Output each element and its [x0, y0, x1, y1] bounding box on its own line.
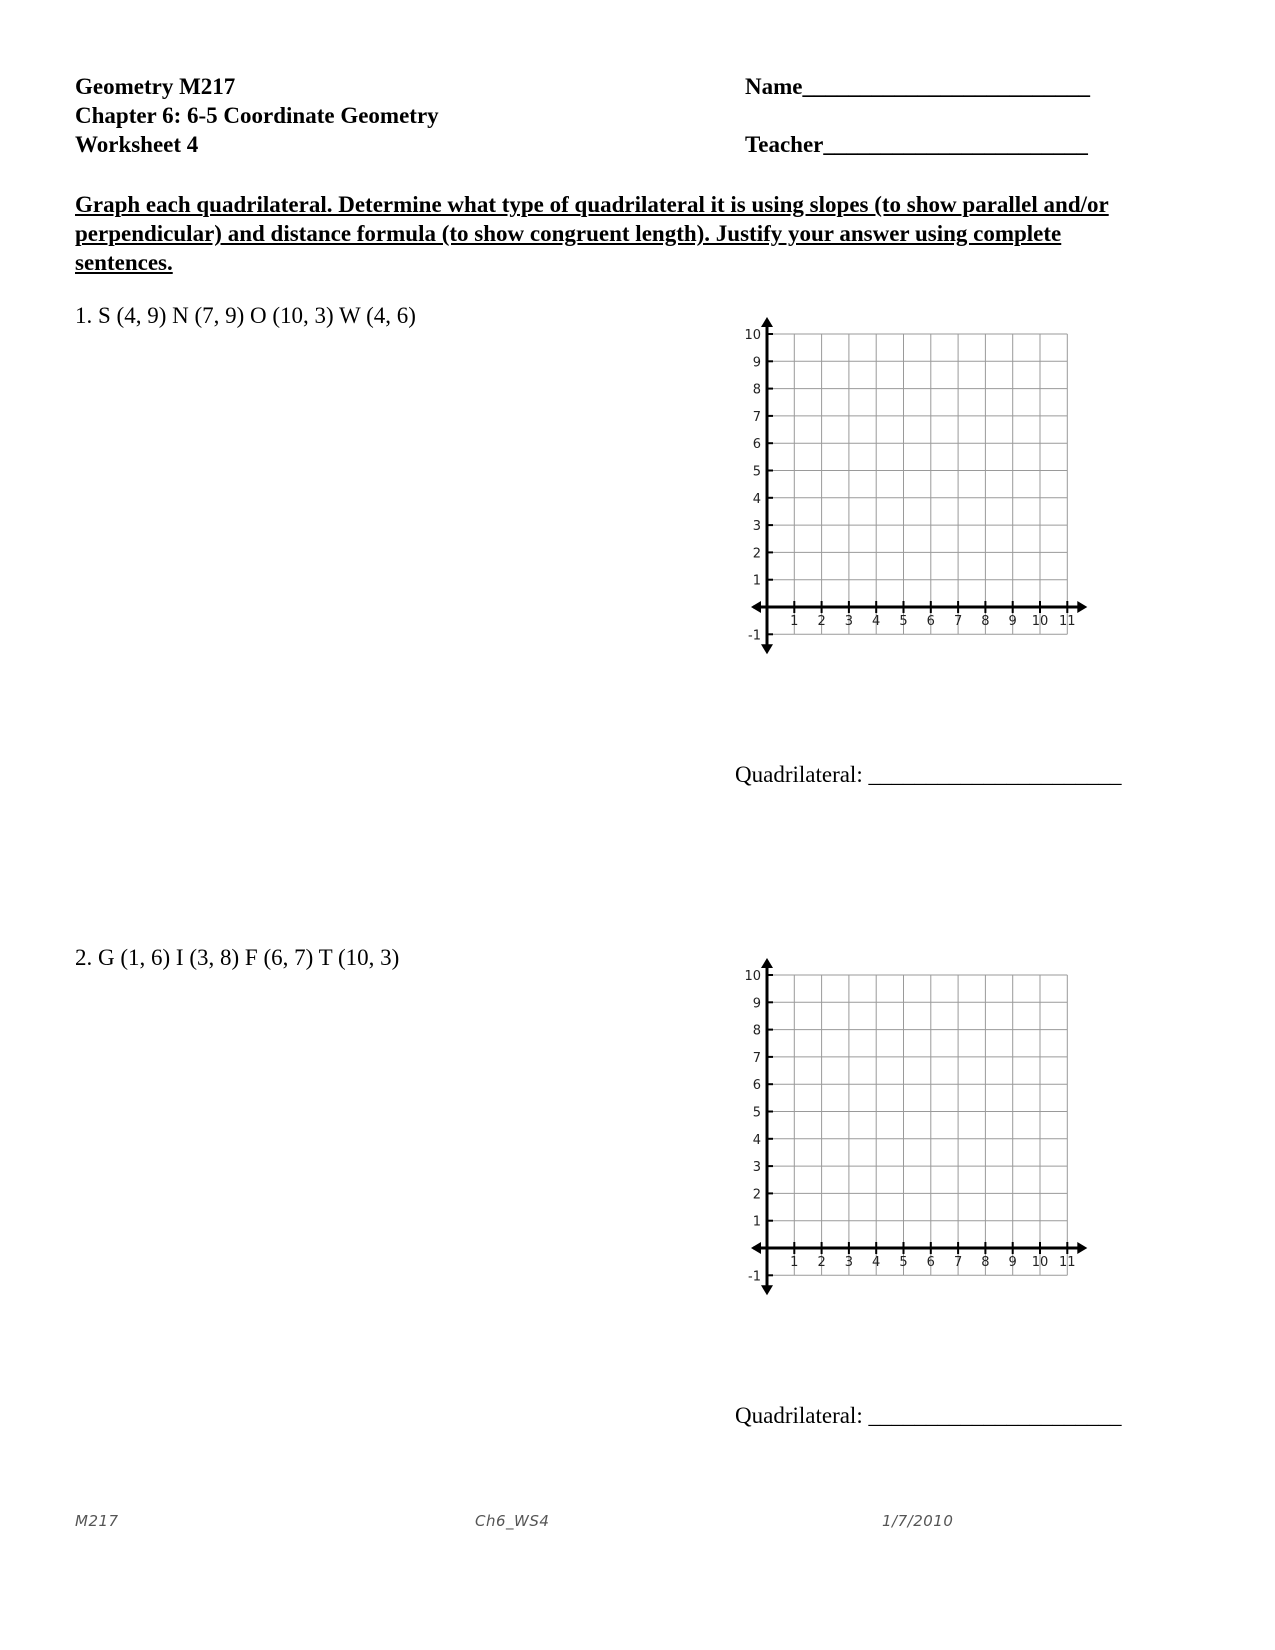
footer-file: Ch6_WS4	[475, 1512, 550, 1530]
x-axis-arrow-right-icon	[1077, 601, 1087, 613]
y-tick-label: 4	[752, 491, 761, 507]
x-tick-label: 4	[872, 614, 881, 629]
problem-2-points: 2. G (1, 6) I (3, 8) F (6, 7) T (10, 3)	[75, 945, 400, 970]
y-tick-label: 3	[752, 519, 761, 535]
x-tick-label: 2	[817, 1255, 826, 1270]
y-tick-label: 1	[752, 573, 761, 589]
coordinate-grid-2[interactable]	[742, 956, 1102, 1311]
y-tick-label: 6	[752, 437, 761, 453]
coordinate-grid-1[interactable]	[742, 315, 1102, 670]
y-tick-label: -1	[748, 628, 761, 644]
x-tick-label: 11	[1059, 1255, 1076, 1270]
x-tick-label: 10	[1031, 614, 1049, 629]
y-axis-arrow-up-icon	[761, 317, 773, 327]
name-field[interactable]: Name_________________________	[745, 74, 1090, 99]
x-tick-label: 5	[899, 1255, 908, 1270]
y-tick-label: -1	[748, 1269, 761, 1285]
x-tick-label: 8	[981, 614, 990, 629]
x-tick-label: 6	[926, 614, 935, 629]
problem-1-points: 1. S (4, 9) N (7, 9) O (10, 3) W (4, 6)	[75, 303, 416, 328]
y-tick-label: 9	[752, 355, 761, 371]
y-tick-label: 7	[752, 1050, 761, 1066]
y-axis-arrow-down-icon	[761, 644, 773, 654]
y-tick-label: 3	[752, 1160, 761, 1176]
y-tick-label: 5	[752, 464, 761, 480]
footer-course: M217	[75, 1512, 119, 1530]
x-axis-arrow-left-icon	[751, 601, 761, 613]
x-tick-label: 1	[790, 614, 799, 629]
x-tick-label: 8	[981, 1255, 990, 1270]
x-tick-label: 1	[790, 1255, 799, 1270]
y-tick-label: 2	[752, 1187, 761, 1203]
x-tick-label: 9	[1008, 1255, 1017, 1270]
y-axis-arrow-up-icon	[761, 958, 773, 968]
y-tick-label: 10	[744, 969, 761, 984]
y-tick-label: 2	[752, 546, 761, 562]
x-tick-label: 7	[953, 614, 963, 629]
x-tick-label: 5	[899, 614, 908, 629]
y-tick-label: 9	[752, 996, 761, 1012]
chapter-title: Chapter 6: 6-5 Coordinate Geometry	[75, 103, 439, 128]
y-tick-label: 7	[752, 409, 761, 425]
x-tick-label: 3	[844, 1255, 854, 1270]
footer-date: 1/7/2010	[882, 1512, 954, 1530]
teacher-field[interactable]: Teacher_______________________	[745, 132, 1088, 157]
quadrilateral-answer-1[interactable]: Quadrilateral: ______________________	[735, 762, 1122, 787]
x-tick-label: 3	[844, 614, 854, 629]
x-tick-label: 4	[872, 1255, 881, 1270]
x-axis-arrow-right-icon	[1077, 1242, 1087, 1254]
quadrilateral-answer-2[interactable]: Quadrilateral: ______________________	[735, 1403, 1122, 1428]
worksheet-title: Worksheet 4	[75, 132, 199, 157]
x-axis-arrow-left-icon	[751, 1242, 761, 1254]
y-tick-label: 6	[752, 1078, 761, 1094]
y-tick-label: 8	[752, 382, 761, 398]
x-tick-label: 7	[953, 1255, 963, 1270]
y-tick-label: 1	[752, 1214, 761, 1230]
x-tick-label: 9	[1008, 614, 1017, 629]
y-tick-label: 5	[752, 1105, 761, 1121]
y-tick-label: 10	[744, 328, 761, 343]
x-tick-label: 6	[926, 1255, 935, 1270]
x-tick-label: 2	[817, 614, 826, 629]
course-title: Geometry M217	[75, 74, 236, 99]
y-axis-arrow-down-icon	[761, 1285, 773, 1295]
instructions: Graph each quadrilateral. Determine what type of quadrilateral it is using slopes (to show parallel and/or perpendicular) and distance formula (to show congruent length). Justify your answer using complete sentences.	[75, 192, 1109, 275]
x-tick-label: 10	[1031, 1255, 1049, 1270]
y-tick-label: 4	[752, 1132, 761, 1148]
x-tick-label: 11	[1059, 614, 1076, 629]
y-tick-label: 8	[752, 1023, 761, 1039]
